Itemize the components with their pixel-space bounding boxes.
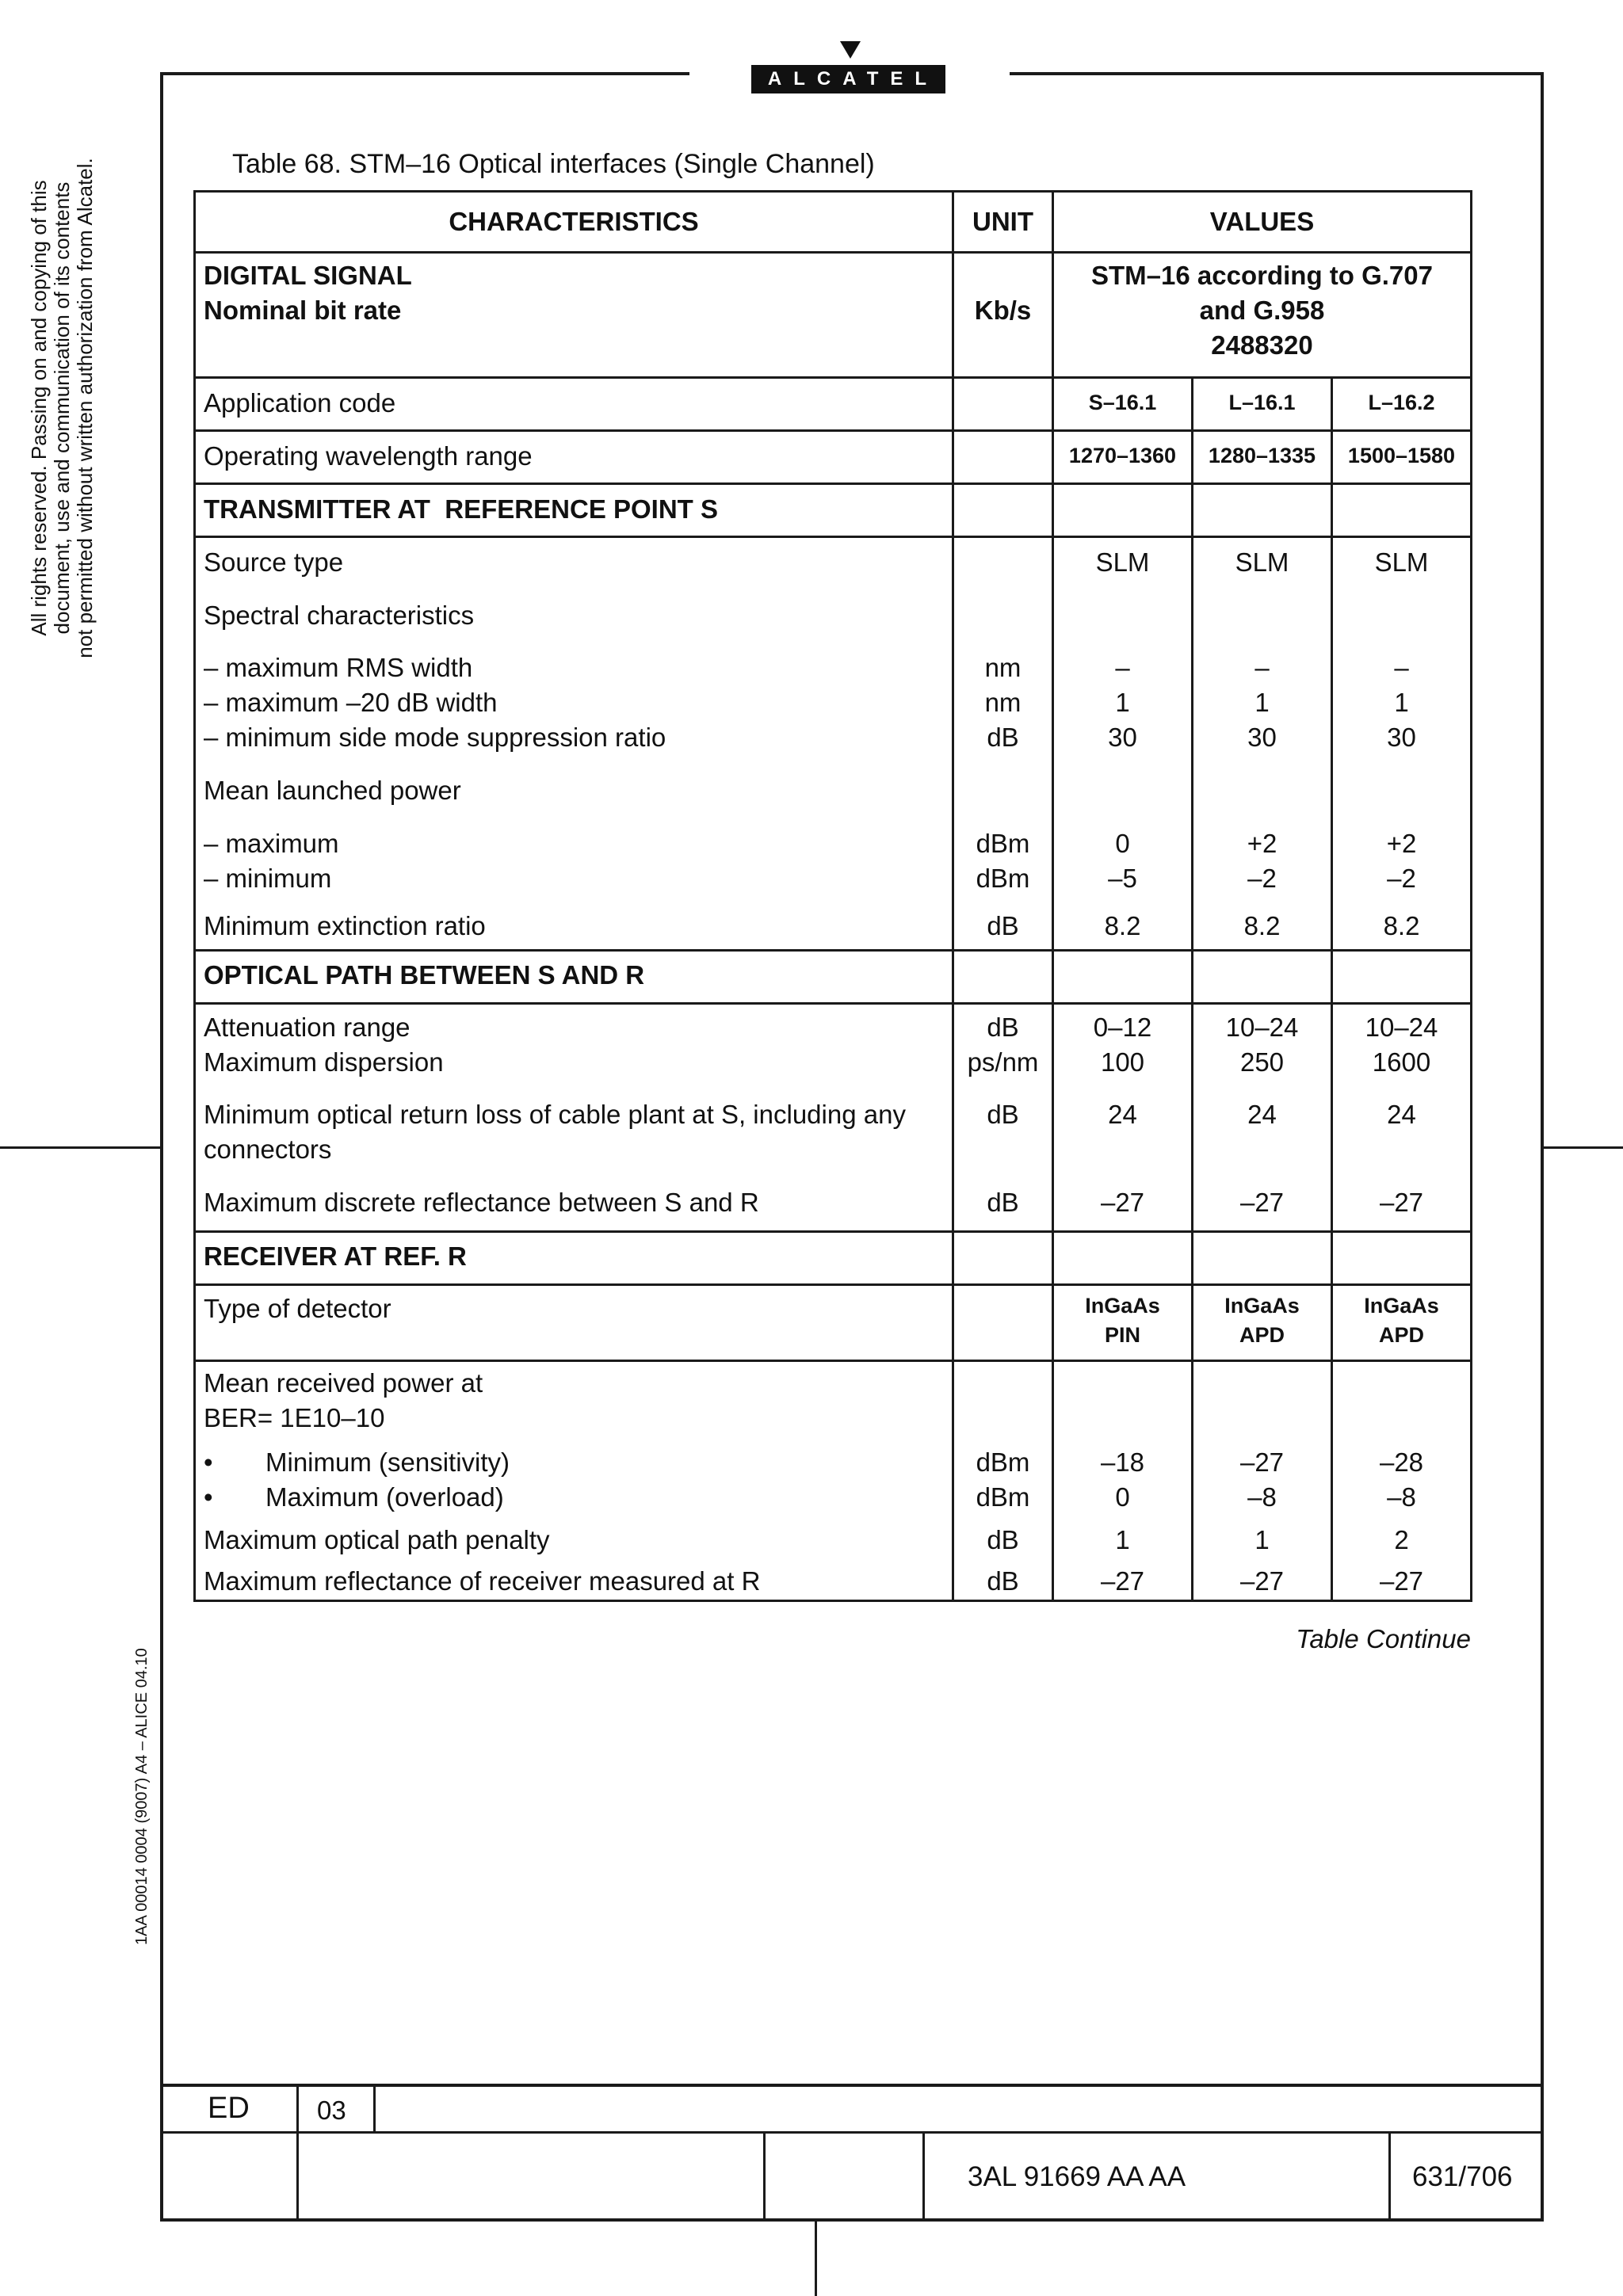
- smsr-unit: dB: [987, 723, 1019, 752]
- table-rule: [193, 1230, 1472, 1233]
- rms-width-value: –: [1254, 653, 1270, 682]
- attenuation-label: Attenuation range: [204, 1013, 411, 1042]
- source-type-value: SLM: [1374, 547, 1429, 577]
- table-caption: Table 68. STM–16 Optical interfaces (Single Channel): [232, 149, 875, 179]
- table-border: [1470, 190, 1472, 1602]
- margin-mark-right: [1544, 1146, 1623, 1149]
- sensitivity-value: –18: [1100, 1447, 1145, 1477]
- launch-max-label: – maximum: [204, 829, 339, 858]
- discrete-reflectance-value: –27: [1239, 1188, 1285, 1217]
- digital-signal-value: STM–16 according to G.707: [1091, 261, 1433, 290]
- db20-width-value: 1: [1115, 688, 1130, 717]
- frame-bottom: [160, 2218, 1544, 2222]
- attenuation-unit: dB: [987, 1013, 1019, 1042]
- attenuation-value: 10–24: [1365, 1013, 1438, 1042]
- launch-max-value: 0: [1115, 829, 1130, 858]
- overload-unit: dBm: [976, 1482, 1030, 1512]
- smsr-value: 30: [1387, 723, 1416, 752]
- footer-divider: [922, 2131, 925, 2222]
- launch-min-label: – minimum: [204, 864, 332, 893]
- bit-rate-unit: Kb/s: [974, 296, 1032, 325]
- wavelength-value: 1500–1580: [1347, 444, 1456, 467]
- bit-rate-value: 2488320: [1211, 330, 1313, 360]
- db20-width-label: – maximum –20 dB width: [204, 688, 498, 717]
- receiver-reflectance-value: –27: [1239, 1566, 1285, 1596]
- mean-received-power-label: Mean received power at: [204, 1368, 483, 1398]
- attenuation-value: 10–24: [1225, 1013, 1299, 1042]
- path-penalty-label: Maximum optical path penalty: [204, 1525, 550, 1554]
- extinction-ratio-value: 8.2: [1243, 911, 1281, 940]
- smsr-label: – minimum side mode suppression ratio: [204, 723, 666, 752]
- header-values: VALUES: [1209, 207, 1315, 236]
- launch-max-value: +2: [1386, 829, 1417, 858]
- table-rule: [193, 1002, 1472, 1005]
- path-penalty-unit: dB: [987, 1525, 1019, 1554]
- footer-divider: [1388, 2131, 1391, 2222]
- wavelength-value: 1280–1335: [1208, 444, 1316, 467]
- application-code-value: L–16.1: [1228, 391, 1296, 414]
- nominal-bit-rate-label: Nominal bit rate: [204, 296, 402, 325]
- attenuation-value: 0–12: [1093, 1013, 1152, 1042]
- receiver-reflectance-value: –27: [1100, 1566, 1145, 1596]
- dispersion-value: 250: [1239, 1047, 1285, 1077]
- table-border: [952, 190, 954, 1602]
- db20-width-value: 1: [1254, 688, 1270, 717]
- dispersion-value: 1600: [1372, 1047, 1431, 1077]
- detector-type-value: APD: [1239, 1323, 1285, 1347]
- table-rule: [193, 376, 1472, 379]
- header-characteristics: CHARACTERISTICS: [449, 207, 699, 236]
- header-unit: UNIT: [972, 207, 1033, 236]
- mean-launched-power-label: Mean launched power: [204, 776, 461, 805]
- launch-min-value: –2: [1247, 864, 1277, 893]
- document-code: 3AL 91669 AA AA: [968, 2161, 1186, 2192]
- digital-signal-value: and G.958: [1199, 296, 1325, 325]
- detector-type-label: Type of detector: [204, 1294, 391, 1323]
- source-type-label: Source type: [204, 547, 344, 577]
- rights-notice-line: not permitted without written authorization from Alcatel.: [73, 158, 97, 658]
- db20-width-value: 1: [1394, 688, 1409, 717]
- launch-min-unit: dBm: [976, 864, 1030, 893]
- db20-width-unit: nm: [984, 688, 1022, 717]
- table-rule: [193, 429, 1472, 432]
- path-penalty-value: 2: [1394, 1525, 1409, 1554]
- table-rule: [193, 251, 1472, 254]
- return-loss-label: Minimum optical return loss of cable plant at S, including any: [204, 1100, 906, 1129]
- footer-divider: [296, 2084, 299, 2222]
- footer-rule: [160, 2131, 1544, 2134]
- rms-width-unit: nm: [984, 653, 1022, 682]
- dispersion-label: Maximum dispersion: [204, 1047, 444, 1077]
- footer-divider: [763, 2131, 766, 2222]
- sensitivity-unit: dBm: [976, 1447, 1030, 1477]
- return-loss-value: 24: [1108, 1100, 1137, 1129]
- smsr-value: 30: [1108, 723, 1137, 752]
- rms-width-label: – maximum RMS width: [204, 653, 473, 682]
- path-penalty-value: 1: [1254, 1525, 1270, 1554]
- discrete-reflectance-unit: dB: [987, 1188, 1019, 1217]
- table-border: [193, 190, 196, 1602]
- frame-top-left: [160, 72, 689, 75]
- wavelength-value: 1270–1360: [1068, 444, 1177, 467]
- launch-min-value: –2: [1387, 864, 1416, 893]
- dispersion-value: 100: [1100, 1047, 1145, 1077]
- optical-path-section-title: OPTICAL PATH BETWEEN S AND R: [204, 960, 645, 990]
- rms-width-value: –: [1115, 653, 1130, 682]
- receiver-section-title: RECEIVER AT REF. R: [204, 1241, 467, 1271]
- form-code: 1AA 00014 0004 (9007) A4 – ALICE 04.10: [133, 1648, 151, 1945]
- table-rule: [193, 1360, 1472, 1362]
- launch-max-value: +2: [1247, 829, 1277, 858]
- table-rule: [193, 482, 1472, 485]
- table-rule: [193, 1283, 1472, 1286]
- application-code-value: L–16.2: [1368, 391, 1435, 414]
- path-penalty-value: 1: [1115, 1525, 1130, 1554]
- overload-value: 0: [1115, 1482, 1130, 1512]
- return-loss-value: 24: [1247, 1100, 1277, 1129]
- discrete-reflectance-label: Maximum discrete reflectance between S and R: [204, 1188, 759, 1217]
- return-loss-label: connectors: [204, 1135, 332, 1164]
- smsr-value: 30: [1247, 723, 1277, 752]
- margin-mark-left: [0, 1146, 160, 1149]
- footer-divider: [373, 2084, 376, 2131]
- discrete-reflectance-value: –27: [1100, 1188, 1145, 1217]
- edition-value: 03: [317, 2096, 346, 2125]
- frame-left: [160, 72, 163, 2221]
- return-loss-unit: dB: [987, 1100, 1019, 1129]
- rights-notice-line: document, use and communication of its contents: [50, 181, 74, 635]
- source-type-value: SLM: [1235, 547, 1289, 577]
- table-rule: [193, 536, 1472, 538]
- ber-label: BER= 1E10–10: [204, 1403, 385, 1432]
- source-type-value: SLM: [1095, 547, 1150, 577]
- return-loss-value: 24: [1387, 1100, 1416, 1129]
- detector-type-value: InGaAs: [1085, 1294, 1160, 1318]
- table-continue-note: Table Continue: [1296, 1624, 1471, 1653]
- extinction-ratio-unit: dB: [987, 911, 1019, 940]
- rights-notice-line: All rights reserved. Passing on and copying of this: [27, 180, 51, 636]
- margin-mark-bottom: [815, 2222, 817, 2296]
- table-rule: [193, 1600, 1472, 1602]
- application-code-value: S–16.1: [1088, 391, 1157, 414]
- extinction-ratio-value: 8.2: [1383, 911, 1420, 940]
- launch-max-unit: dBm: [976, 829, 1030, 858]
- frame-top-right: [1010, 72, 1544, 75]
- sensitivity-value: –28: [1379, 1447, 1424, 1477]
- launch-min-value: –5: [1108, 864, 1137, 893]
- table-rule: [193, 190, 1472, 193]
- bullet-icon: •: [204, 1447, 213, 1477]
- detector-type-value: APD: [1378, 1323, 1424, 1347]
- transmitter-section-title: TRANSMITTER AT REFERENCE POINT S: [204, 494, 719, 524]
- spectral-label: Spectral characteristics: [204, 601, 475, 630]
- receiver-reflectance-label: Maximum reflectance of receiver measured at R: [204, 1566, 761, 1596]
- receiver-reflectance-unit: dB: [987, 1566, 1019, 1596]
- page-number: 631/706: [1412, 2161, 1513, 2192]
- wavelength-label: Operating wavelength range: [204, 441, 533, 471]
- spec-table: [193, 190, 1472, 1602]
- bullet-icon: •: [204, 1482, 213, 1512]
- application-code-label: Application code: [204, 388, 396, 418]
- table-rule: [193, 949, 1472, 952]
- sensitivity-value: –27: [1239, 1447, 1285, 1477]
- overload-value: –8: [1387, 1482, 1416, 1512]
- alcatel-logo: ALCATEL: [751, 65, 945, 93]
- overload-value: –8: [1247, 1482, 1277, 1512]
- footer-rule: [160, 2084, 1544, 2087]
- detector-type-value: PIN: [1104, 1323, 1140, 1347]
- rights-notice: [28, 12, 97, 804]
- detector-type-value: InGaAs: [1224, 1294, 1300, 1318]
- rms-width-value: –: [1394, 653, 1409, 682]
- dispersion-unit: ps/nm: [967, 1047, 1039, 1077]
- sensitivity-label: Minimum (sensitivity): [265, 1447, 510, 1477]
- extinction-ratio-value: 8.2: [1104, 911, 1141, 940]
- detector-type-value: InGaAs: [1364, 1294, 1439, 1318]
- edition-label: ED: [208, 2092, 250, 2125]
- receiver-reflectance-value: –27: [1379, 1566, 1424, 1596]
- overload-label: Maximum (overload): [265, 1482, 504, 1512]
- logo-triangle-icon: [840, 41, 861, 59]
- extinction-ratio-label: Minimum extinction ratio: [204, 911, 486, 940]
- discrete-reflectance-value: –27: [1379, 1188, 1424, 1217]
- digital-signal-label: DIGITAL SIGNAL: [204, 261, 412, 290]
